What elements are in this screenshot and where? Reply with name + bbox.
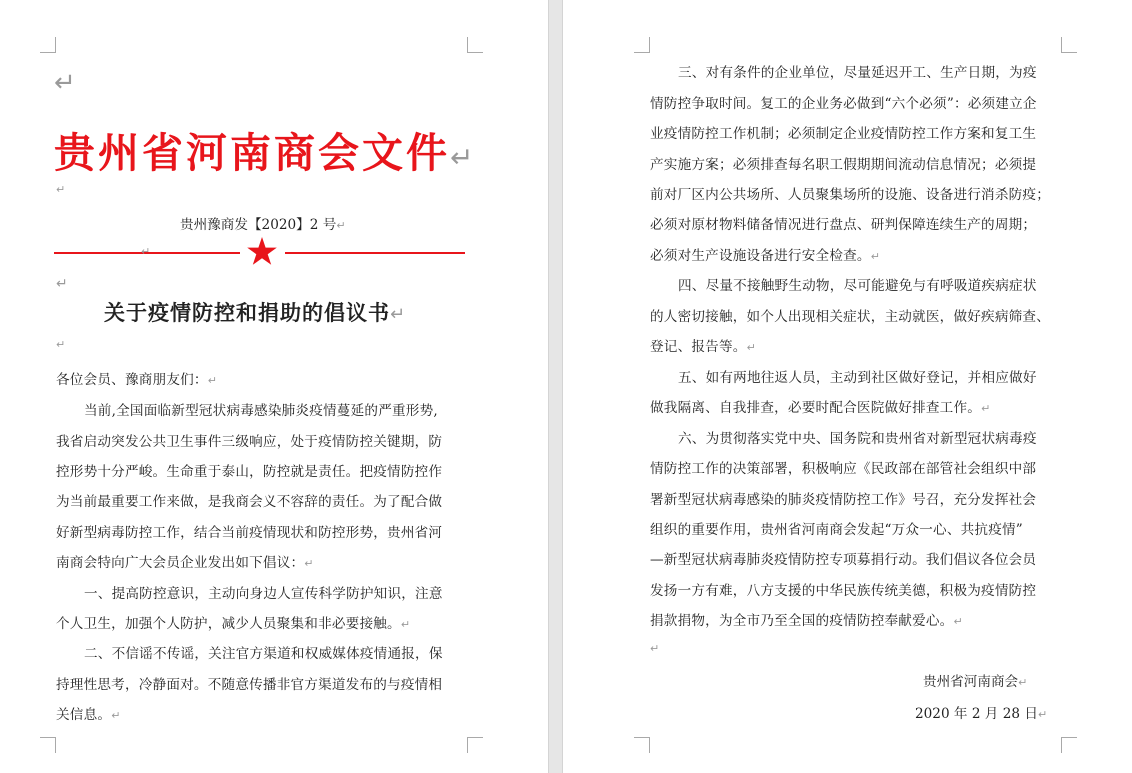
signature-date: 2020 年 2 月 28 日↵ <box>915 706 1048 722</box>
crop-mark-top-right <box>467 37 483 53</box>
document-title: 贵州省河南商会文件↵ <box>54 129 477 177</box>
body-line: 关信息。↵ <box>56 707 121 723</box>
body-line: 产实施方案；必须排查每名职工假期期间流动信息情况；必须提 <box>650 157 1037 173</box>
body-line: 个人卫生，加强个人防护，减少人员聚集和非必要接触。↵ <box>56 616 411 632</box>
body-line: 控形势十分严峻。生命重于泰山，防控就是责任。把疫情防控作 <box>56 464 443 480</box>
document-page-left <box>0 0 548 773</box>
body-line: 三、对有条件的企业单位，尽量延迟开工、生产日期，为疫 <box>678 65 1037 81</box>
body-line: 一、提高防控意识，主动向身边人宣传科学防护知识，注意 <box>84 586 443 602</box>
document-heading: 关于疫情防控和捐助的倡议书↵ <box>104 300 407 325</box>
body-line: 情防控工作的决策部署，积极响应《民政部在部管社会组织中部 <box>650 461 1037 477</box>
crop-mark-bottom-right <box>467 737 483 753</box>
paragraph-mark: ↵ <box>1018 676 1028 689</box>
paragraph-mark: ↵ <box>304 557 314 570</box>
body-line: 署新型冠状病毒感染的肺炎疫情防控工作》号召，充分发挥社会 <box>650 492 1037 508</box>
paragraph-mark: ↵ <box>56 183 66 196</box>
body-line: 五、如有两地往返人员，主动到社区做好登记，并相应做好 <box>678 370 1037 386</box>
paragraph-mark: ↵ <box>54 68 76 98</box>
paragraph-mark: ↵ <box>336 219 346 232</box>
paragraph-mark: ↵ <box>450 141 477 174</box>
paragraph-mark: ↵ <box>870 250 881 263</box>
salutation: 各位会员、豫商朋友们：↵ <box>56 372 218 388</box>
paragraph-mark: ↵ <box>207 374 218 387</box>
body-line: 的人密切接触，如个人出现相关症状，主动就医，做好疾病筛查、 <box>650 309 1051 325</box>
paragraph-mark: ↵ <box>56 338 66 351</box>
body-line: 南商会特向广大会员企业发出如下倡议：↵ <box>56 555 314 571</box>
paragraph-mark: ↵ <box>1037 708 1048 721</box>
body-line: 当前,全国面临新型冠状病毒感染肺炎疫情蔓延的严重形势, <box>84 403 438 419</box>
page-gutter <box>548 0 563 773</box>
paragraph-mark: ↵ <box>953 615 963 628</box>
body-line: 必须对原材物料储备情况进行盘点、研判保障连续生产的周期； <box>650 217 1037 233</box>
body-line: 情防控争取时间。复工的企业务必做到“六个必须”：必须建立企 <box>650 96 1037 112</box>
body-line: 好新型病毒防控工作，结合当前疫情现状和防控形势，贵州省河 <box>56 525 443 541</box>
document-number: 贵州豫商发【2020】2 号↵ <box>180 217 346 233</box>
crop-mark-top-left <box>40 37 56 53</box>
red-star-icon <box>246 236 278 268</box>
body-line: 必须对生产设施设备进行安全检查。↵ <box>650 248 881 264</box>
paragraph-mark: ↵ <box>390 304 407 325</box>
paragraph-mark: ↵ <box>650 642 660 655</box>
body-line: 前对厂区内公共场所、人员聚集场所的设施、设备进行消杀防疫； <box>650 187 1051 203</box>
body-line: 发扬一方有难，八方支援的中华民族传统美德，积极为疫情防控 <box>650 583 1037 599</box>
body-line: 组织的重要作用，贵州省河南商会发起“万众一心、共抗疫情” <box>650 522 1023 538</box>
body-line: 做我隔离、自我排查，必要时配合医院做好排查工作。↵ <box>650 400 991 416</box>
paragraph-mark: ↵ <box>111 709 121 722</box>
signature-organization: 贵州省河南商会↵ <box>923 674 1028 690</box>
paragraph-mark: ↵ <box>400 618 411 631</box>
body-line: 持理性思考，冷静面对。不随意传播非官方渠道发布的与疫情相 <box>56 677 443 693</box>
body-line: 登记、报告等。↵ <box>650 339 756 355</box>
document-page-right <box>563 0 1132 773</box>
body-line: 二、不信谣不传谣，关注官方渠道和权威媒体疫情通报，保 <box>84 646 443 662</box>
crop-mark-top-right <box>1061 37 1077 53</box>
crop-mark-bottom-right <box>1061 737 1077 753</box>
crop-mark-bottom-left <box>634 737 650 753</box>
body-line: 四、尽量不接触野生动物，尽可能避免与有呼吸道疾病症状 <box>678 278 1037 294</box>
body-line: 业疫情防控工作机制；必须制定企业疫情防控工作方案和复工生 <box>650 126 1037 142</box>
body-line: 捐款捐物，为全市乃至全国的疫情防控奉献爱心。↵ <box>650 613 963 629</box>
body-line: 我省启动突发公共卫生事件三级响应，处于疫情防控关键期，防 <box>56 434 443 450</box>
crop-mark-bottom-left <box>40 737 56 753</box>
body-line: 六、为贯彻落实党中央、国务院和贵州省对新型冠状病毒疫 <box>678 431 1037 447</box>
paragraph-mark: ↵ <box>746 341 756 354</box>
paragraph-mark: ↵ <box>56 276 68 292</box>
body-line: 为当前最重要工作来做，是我商会义不容辞的责任。为了配合做 <box>56 494 443 510</box>
red-divider-right <box>285 252 465 254</box>
body-line: —新型冠状病毒肺炎疫情防控专项募捐行动。我们倡议各位会员 <box>650 552 1037 568</box>
crop-mark-top-left <box>634 37 650 53</box>
paragraph-mark: ↵ <box>981 402 991 415</box>
paragraph-mark: ↵ <box>141 245 151 258</box>
